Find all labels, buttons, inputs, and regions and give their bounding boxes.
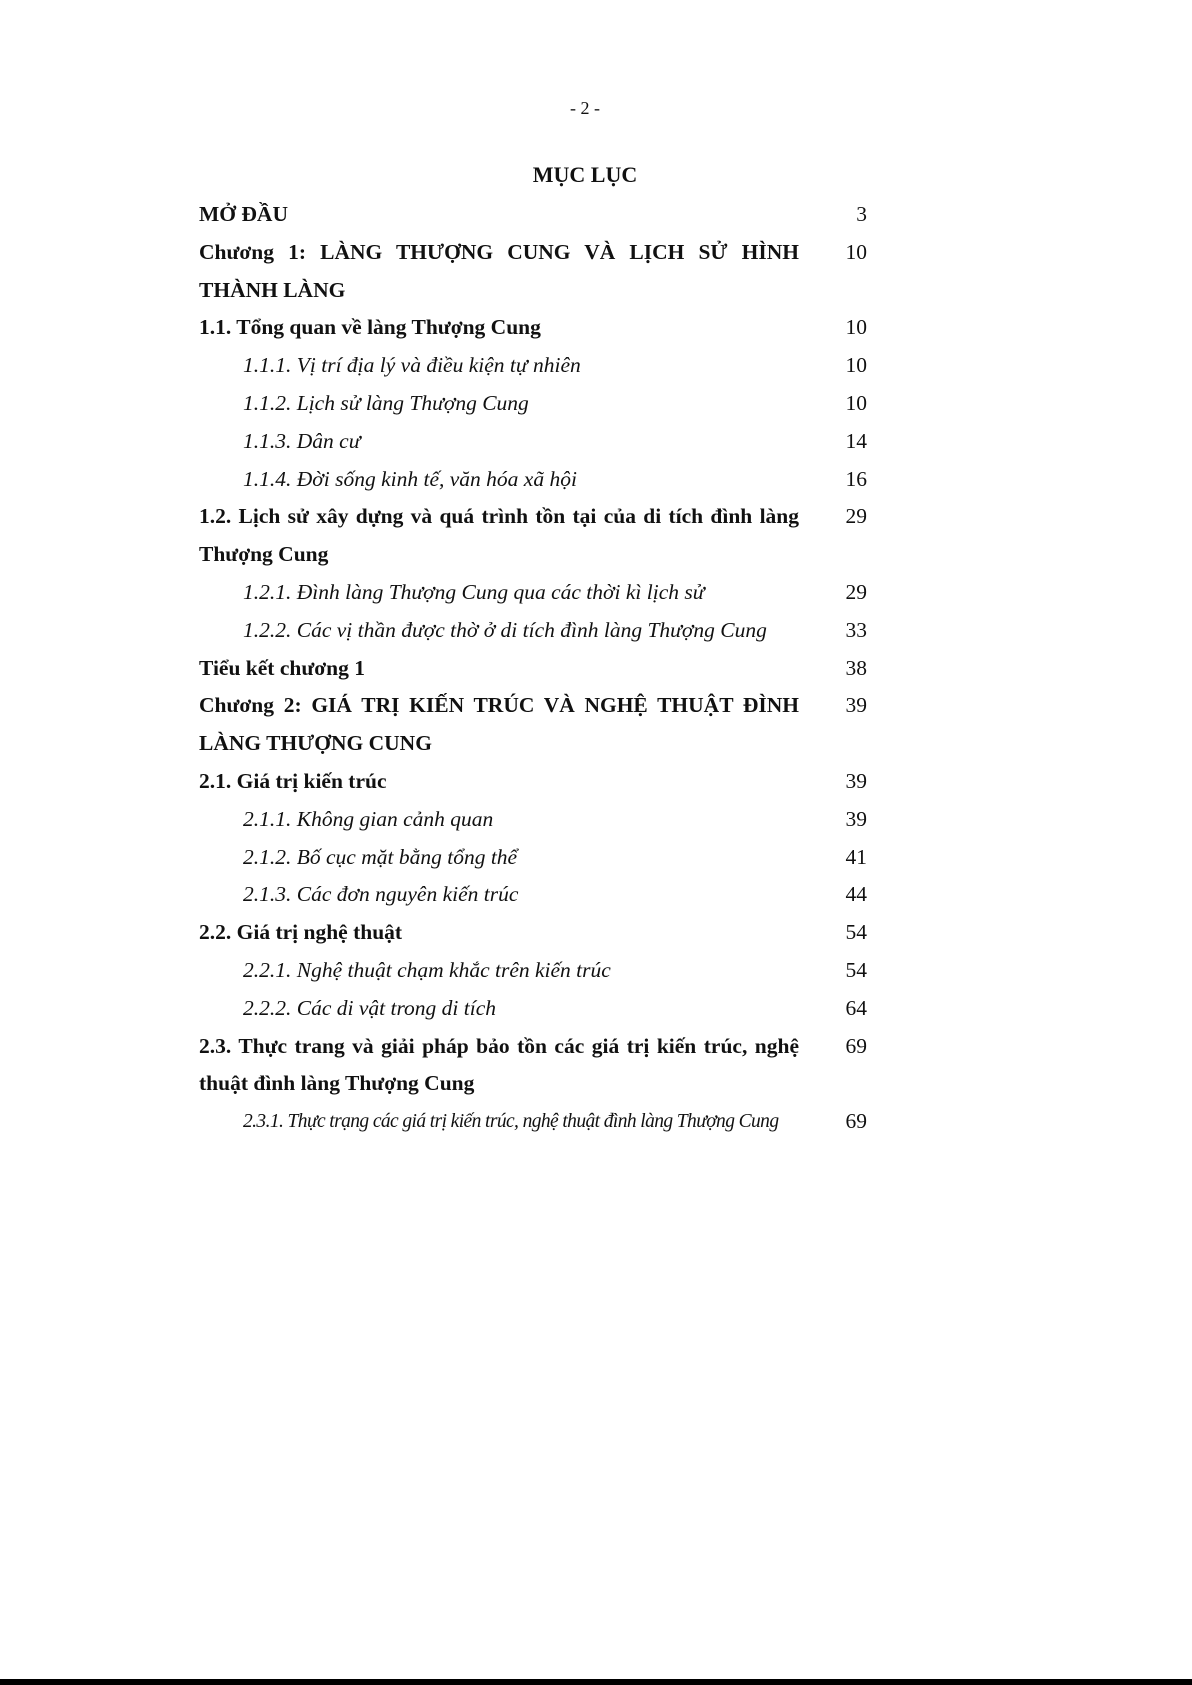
toc-entry-text: Tiểu kết chương 1 bbox=[199, 655, 365, 680]
toc-entry-section-1-1[interactable] bbox=[199, 309, 867, 347]
toc-entry-section-1-1-2[interactable] bbox=[199, 385, 867, 423]
toc-entry-page: 29 bbox=[845, 579, 867, 604]
toc-entry-text: 2.1.1. Không gian cảnh quan bbox=[243, 806, 494, 831]
toc-entry-section-2-2[interactable] bbox=[199, 914, 867, 952]
toc-entry-chapter-1[interactable] bbox=[199, 234, 867, 310]
toc-entry-section-1-2-2[interactable] bbox=[199, 612, 867, 650]
toc-entry-mo-dau[interactable] bbox=[199, 196, 867, 234]
toc-entry-section-2-3-1[interactable] bbox=[199, 1103, 867, 1141]
toc-entry-text: 2.1.3. Các đơn nguyên kiến trúc bbox=[243, 882, 519, 907]
toc-entry-section-1-1-4[interactable] bbox=[199, 461, 867, 499]
toc-entry-page: 10 bbox=[845, 353, 867, 378]
toc-entry-page: 39 bbox=[845, 768, 867, 793]
toc-entry-section-2-2-2[interactable] bbox=[199, 990, 867, 1028]
toc-entry-page: 39 bbox=[845, 806, 867, 831]
toc-entry-page: 38 bbox=[845, 655, 867, 680]
toc-entry-text: Chương 2: GIÁ TRỊ KIẾN TRÚC VÀ NGHỆ THUẬT ĐÌNH LÀNG THƯỢNG CUNG bbox=[199, 693, 799, 756]
toc-entry-text: 1.1.4. Đời sống kinh tế, văn hóa xã hội bbox=[243, 466, 577, 491]
toc-entry-section-2-1-2[interactable] bbox=[199, 839, 867, 877]
toc-entry-text: 1.1.2. Lịch sử làng Thượng Cung bbox=[243, 390, 529, 415]
toc-entry-page: 16 bbox=[845, 466, 867, 491]
toc-entry-text: MỞ ĐẦU bbox=[199, 202, 288, 226]
toc-entry-text: 1.1.1. Vị trí địa lý và điều kiện tự nhiên bbox=[243, 353, 581, 378]
toc-entry-page: 14 bbox=[845, 428, 867, 453]
toc-entry-text: 2.1.2. Bố cục mặt bằng tổng thể bbox=[243, 844, 518, 869]
toc-entry-page: 44 bbox=[845, 882, 867, 907]
toc-entry-chapter-2[interactable] bbox=[199, 687, 867, 763]
toc-entry-text: 1.2.2. Các vị thần được thờ ở di tích đình làng Thượng Cung bbox=[243, 617, 767, 642]
toc-entry-section-2-1-1[interactable] bbox=[199, 801, 867, 839]
toc-entry-page: 69 bbox=[845, 1033, 867, 1058]
toc-entry-text: 1.1.3. Dân cư bbox=[243, 428, 361, 453]
toc-entry-section-2-3[interactable] bbox=[199, 1028, 867, 1104]
toc-entry-text: 2.2.2. Các di vật trong di tích bbox=[243, 995, 497, 1020]
toc-entry-text: 1.2.1. Đình làng Thượng Cung qua các thời kì lịch sử bbox=[243, 579, 705, 604]
toc-entry-page: 41 bbox=[845, 844, 867, 869]
toc-entry-text: 2.3. Thực trang và giải pháp bảo tồn các giá trị kiến trúc, nghệ thuật đình làng Thượng Cung bbox=[199, 1033, 799, 1096]
page-number: - 2 - bbox=[570, 98, 600, 118]
toc-entry-section-1-2-1[interactable] bbox=[199, 574, 867, 612]
toc-entry-page: 10 bbox=[845, 239, 867, 264]
toc-entry-page: 29 bbox=[845, 504, 867, 529]
toc-entry-page: 10 bbox=[845, 390, 867, 415]
toc-entry-text: 2.1. Giá trị kiến trúc bbox=[199, 768, 387, 793]
toc-entry-text: Chương 1: LÀNG THƯỢNG CUNG VÀ LỊCH SỬ HÌNH THÀNH LÀNG bbox=[199, 239, 799, 302]
toc-entry-section-2-1-3[interactable] bbox=[199, 876, 867, 914]
toc-entry-page: 39 bbox=[845, 693, 867, 718]
toc-entry-page: 10 bbox=[845, 315, 867, 340]
toc-entry-section-1-2[interactable] bbox=[199, 498, 867, 574]
table-of-contents bbox=[199, 196, 867, 1141]
bottom-border-rule bbox=[0, 1679, 1192, 1685]
toc-entry-page: 3 bbox=[856, 202, 867, 226]
toc-entry-text: 1.2. Lịch sử xây dựng và quá trình tồn tại của di tích đình làng Thượng Cung bbox=[199, 504, 799, 567]
toc-entry-text: 1.1. Tổng quan về làng Thượng Cung bbox=[199, 315, 541, 340]
toc-entry-page: 69 bbox=[845, 1109, 867, 1134]
page-title: MỤC LỤC bbox=[532, 162, 638, 187]
toc-entry-section-1-1-1[interactable] bbox=[199, 347, 867, 385]
toc-entry-chapter-1-summary[interactable] bbox=[199, 650, 867, 688]
toc-entry-page: 64 bbox=[845, 995, 867, 1020]
toc-entry-page: 54 bbox=[845, 920, 867, 945]
toc-entry-section-2-1[interactable] bbox=[199, 763, 867, 801]
toc-entry-text: 2.2.1. Nghệ thuật chạm khắc trên kiến trúc bbox=[243, 957, 611, 982]
toc-entry-section-1-1-3[interactable] bbox=[199, 423, 867, 461]
toc-entry-section-2-2-1[interactable] bbox=[199, 952, 867, 990]
toc-entry-text: 2.3.1. Thực trạng các giá trị kiến trúc, nghệ thuật đình làng Thượng Cung bbox=[243, 1111, 779, 1133]
toc-entry-page: 33 bbox=[845, 617, 867, 642]
toc-entry-text: 2.2. Giá trị nghệ thuật bbox=[199, 920, 403, 945]
toc-entry-page: 54 bbox=[845, 957, 867, 982]
